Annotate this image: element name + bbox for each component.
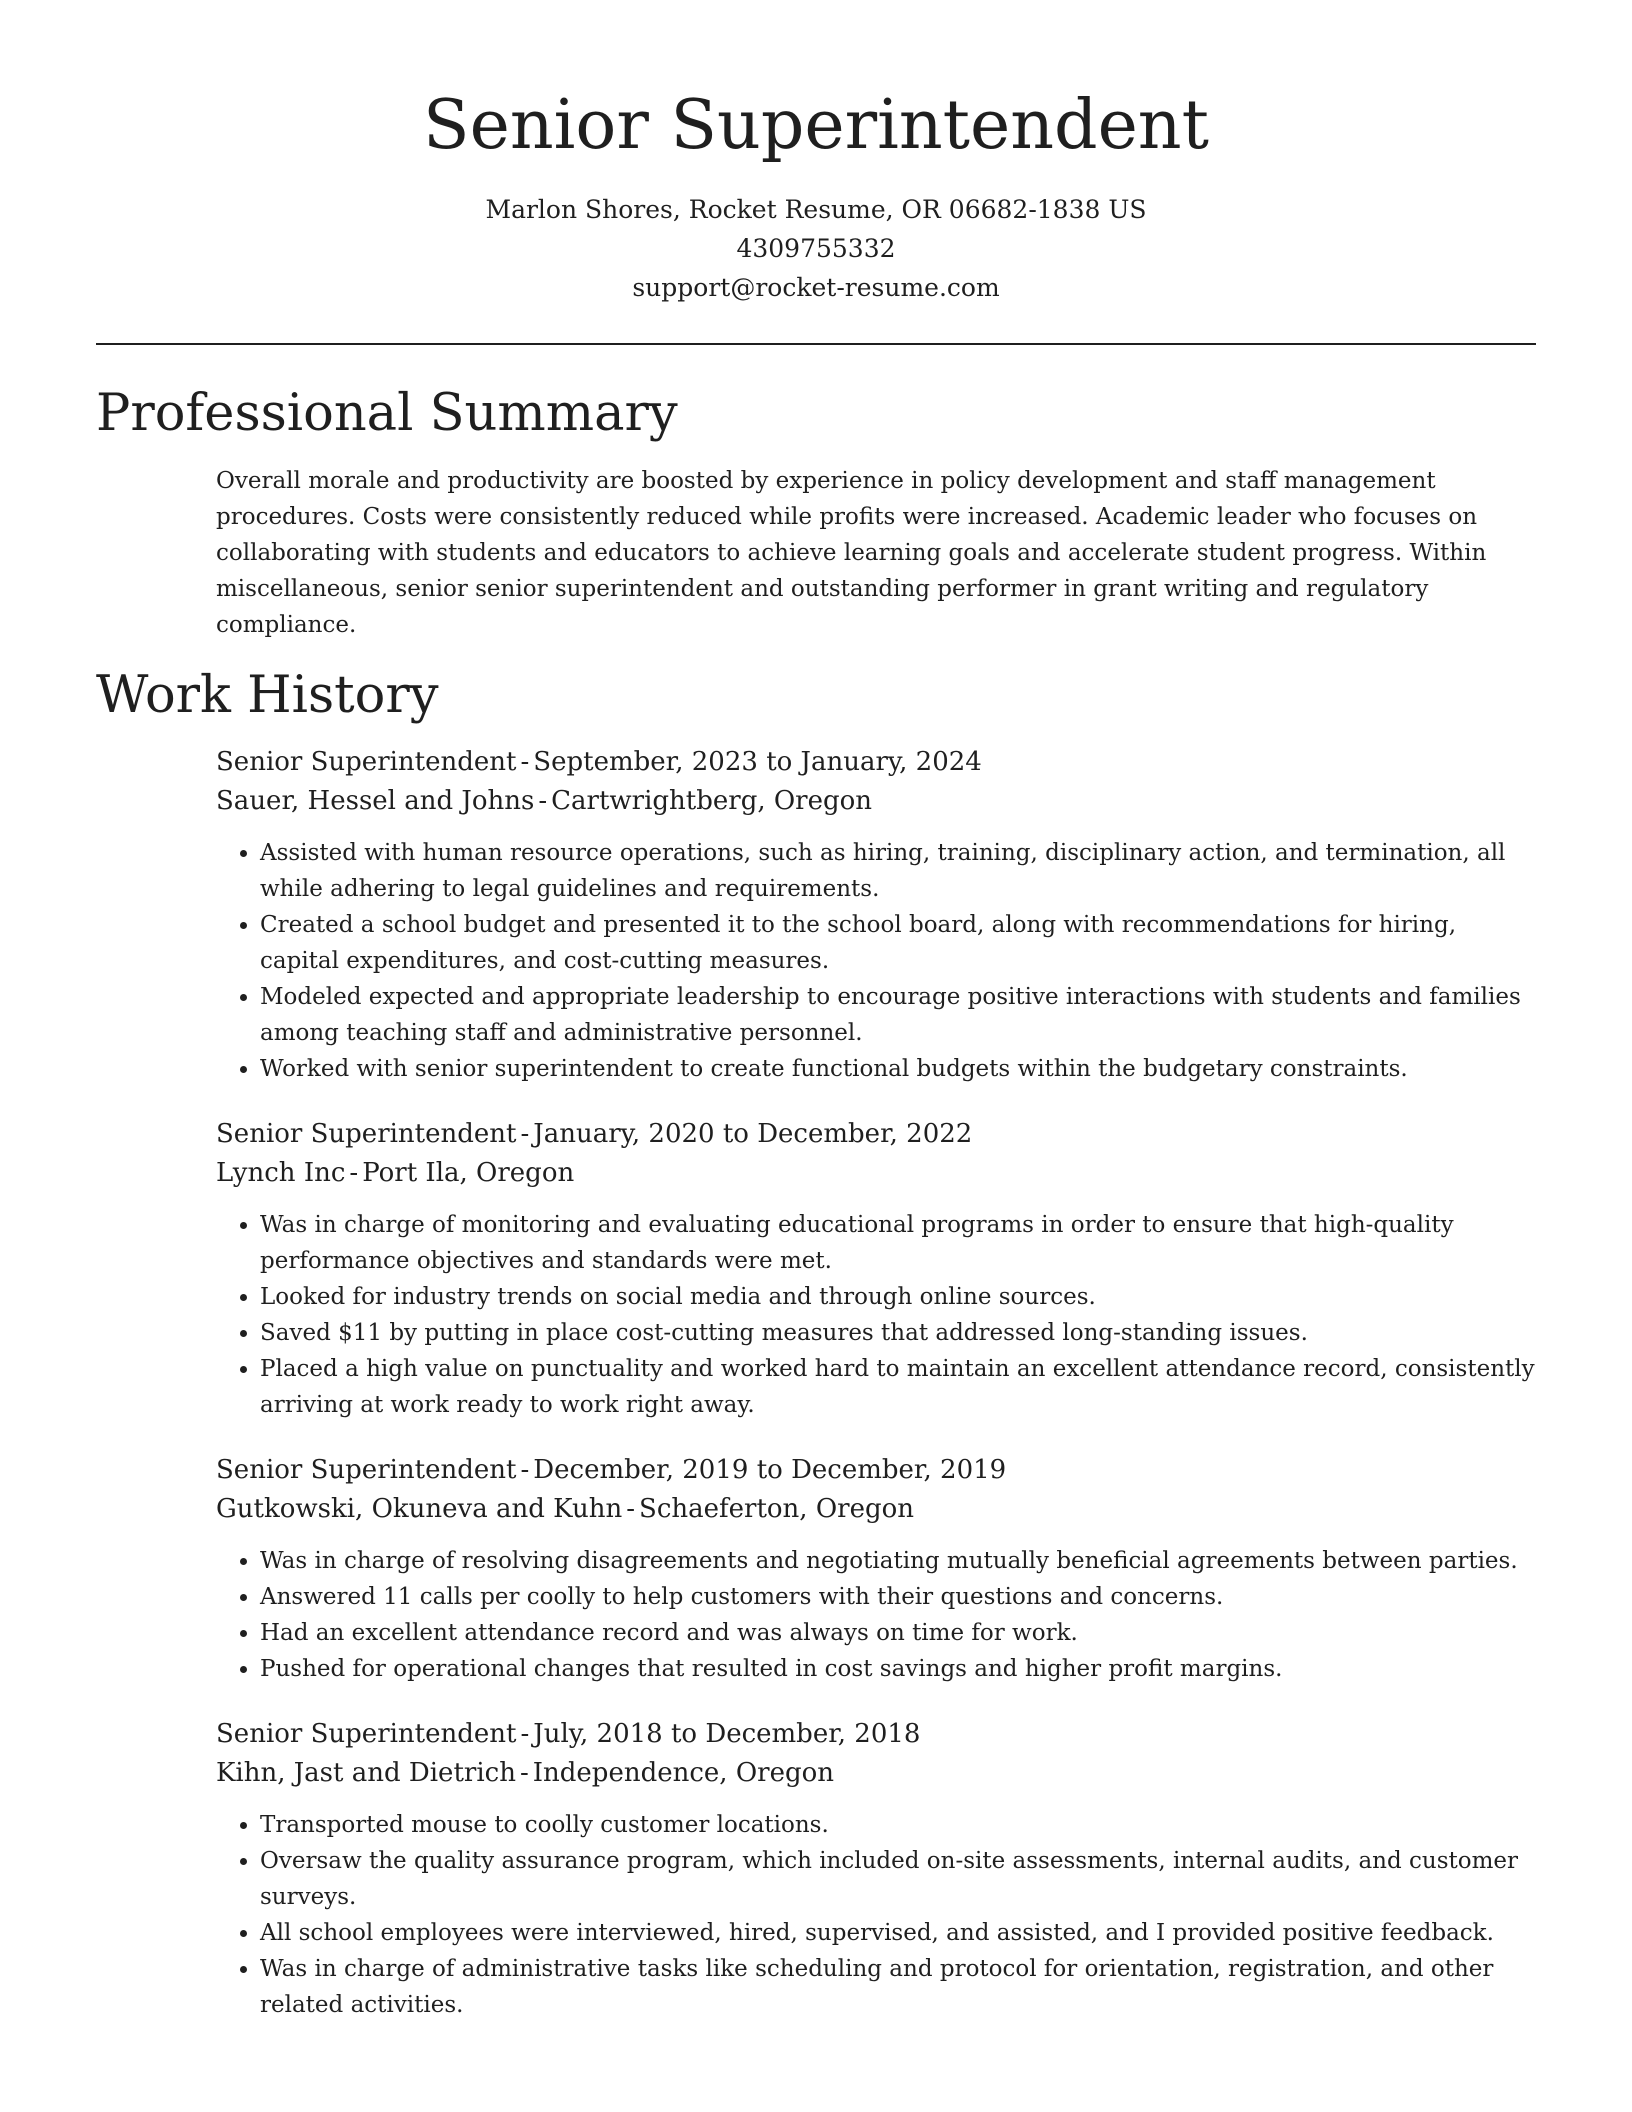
bullet-item: • Created a school budget and presented it to the school board, along with recommendations for hiring, capital expenditures, and cost-cutting measures. xyxy=(260,907,1536,979)
separator: - xyxy=(349,1158,359,1188)
bullet-item: • All school employees were interviewed, hired, supervised, and assisted, and I provided positive feedback. xyxy=(260,1915,1536,1951)
job-bullets xyxy=(216,1543,1536,1687)
job-title: Senior Superintendent xyxy=(216,1455,517,1485)
bullet-item: • Was in charge of administrative tasks like scheduling and protocol for orientation, registration, and other related activities. xyxy=(260,1951,1536,2023)
bullet-item: • Answered 11 calls per coolly to help customers with their questions and concerns. xyxy=(260,1579,1536,1615)
job-title-line xyxy=(216,743,1536,782)
contact-block xyxy=(96,190,1536,307)
summary-text: Overall morale and productivity are boosted by experience in policy development and staff management procedures. Costs were consistently reduced while profits were increased. Academic leader who focuses on collaborating with students and educators to achieve learning goals and accelerate student progress. Within miscellaneous, senior senior superintendent and outstanding performer in grant writing and regulatory compliance. xyxy=(216,468,1487,638)
separator: - xyxy=(520,1119,530,1149)
bullet-item: • Transported mouse to coolly customer locations. xyxy=(260,1807,1536,1843)
job-bullets xyxy=(216,1807,1536,2023)
bullet-item: • Was in charge of resolving disagreements and negotiating mutually beneficial agreements between parties. xyxy=(260,1543,1536,1579)
job-title: Senior Superintendent xyxy=(216,1119,517,1149)
job-location: Schaeferton, Oregon xyxy=(639,1494,915,1524)
separator: - xyxy=(626,1494,636,1524)
separator: - xyxy=(520,747,530,777)
job-company-line xyxy=(216,782,1536,821)
separator: - xyxy=(520,1719,530,1749)
contact-email: support@rocket-resume.com xyxy=(632,273,1000,302)
work-history-list xyxy=(216,743,1536,2023)
job-company-line xyxy=(216,1754,1536,1793)
contact-address: Marlon Shores, Rocket Resume, OR 06682-1838 US xyxy=(485,195,1147,224)
job-title-line xyxy=(216,1451,1536,1490)
bullet-item: • Pushed for operational changes that resulted in cost savings and higher profit margins. xyxy=(260,1651,1536,1687)
job-title-line xyxy=(216,1715,1536,1754)
job-company: Lynch Inc xyxy=(216,1158,346,1188)
bullet-item: • Assisted with human resource operations, such as hiring, training, disciplinary action, and termination, all while adhering to legal guidelines and requirements. xyxy=(260,835,1536,907)
job-title: Senior Superintendent xyxy=(216,747,517,777)
job-location: Independence, Oregon xyxy=(532,1758,834,1788)
job-dates: September, 2023 to January, 2024 xyxy=(533,747,982,777)
resume-page xyxy=(96,0,1536,2023)
bullet-item: • Was in charge of monitoring and evaluating educational programs in order to ensure that high-quality performance objectives and standards were met. xyxy=(260,1207,1536,1279)
job-dates: July, 2018 to December, 2018 xyxy=(533,1719,921,1749)
contact-phone: 4309755332 xyxy=(736,234,896,263)
job-dates: January, 2020 to December, 2022 xyxy=(533,1119,973,1149)
job-company-line xyxy=(216,1490,1536,1529)
separator: - xyxy=(519,1758,529,1788)
bullet-item: • Modeled expected and appropriate leadership to encourage positive interactions with students and families among teaching staff and administrative personnel. xyxy=(260,979,1536,1051)
job-title: Senior Superintendent xyxy=(216,1719,517,1749)
resume-header xyxy=(96,0,1536,307)
bullet-item: • Worked with senior superintendent to create functional budgets within the budgetary constraints. xyxy=(260,1051,1536,1087)
job-bullets xyxy=(216,835,1536,1087)
bullet-item: • Had an excellent attendance record and was always on time for work. xyxy=(260,1615,1536,1651)
bullet-item: • Looked for industry trends on social media and through online sources. xyxy=(260,1279,1536,1315)
job-entry xyxy=(216,743,1536,1087)
job-entry xyxy=(216,1451,1536,1687)
job-title-line xyxy=(216,1115,1536,1154)
job-entry xyxy=(216,1115,1536,1423)
job-location: Cartwrightberg, Oregon xyxy=(551,786,873,816)
separator: - xyxy=(520,1455,530,1485)
job-dates: December, 2019 to December, 2019 xyxy=(533,1455,1007,1485)
bullet-item: • Placed a high value on punctuality and worked hard to maintain an excellent attendance record, consistently arriving at work ready to work right away. xyxy=(260,1351,1536,1423)
job-location: Port Ila, Oregon xyxy=(362,1158,575,1188)
job-company: Sauer, Hessel and Johns xyxy=(216,786,535,816)
resume-name: Senior Superintendent xyxy=(423,86,1209,165)
bullet-item: • Oversaw the quality assurance program, which included on-site assessments, internal audits, and customer surveys. xyxy=(260,1843,1536,1915)
header-divider xyxy=(96,343,1536,345)
separator: - xyxy=(538,786,548,816)
job-company-line xyxy=(216,1154,1536,1193)
bullet-item: • Saved $11 by putting in place cost-cutting measures that addressed long-standing issues. xyxy=(260,1315,1536,1351)
job-bullets xyxy=(216,1207,1536,1423)
job-company: Gutkowski, Okuneva and Kuhn xyxy=(216,1494,623,1524)
job-company: Kihn, Jast and Dietrich xyxy=(216,1758,516,1788)
section-title-summary: Professional Summary xyxy=(96,384,678,443)
section-title-work-history: Work History xyxy=(96,666,439,725)
job-entry xyxy=(216,1715,1536,2023)
